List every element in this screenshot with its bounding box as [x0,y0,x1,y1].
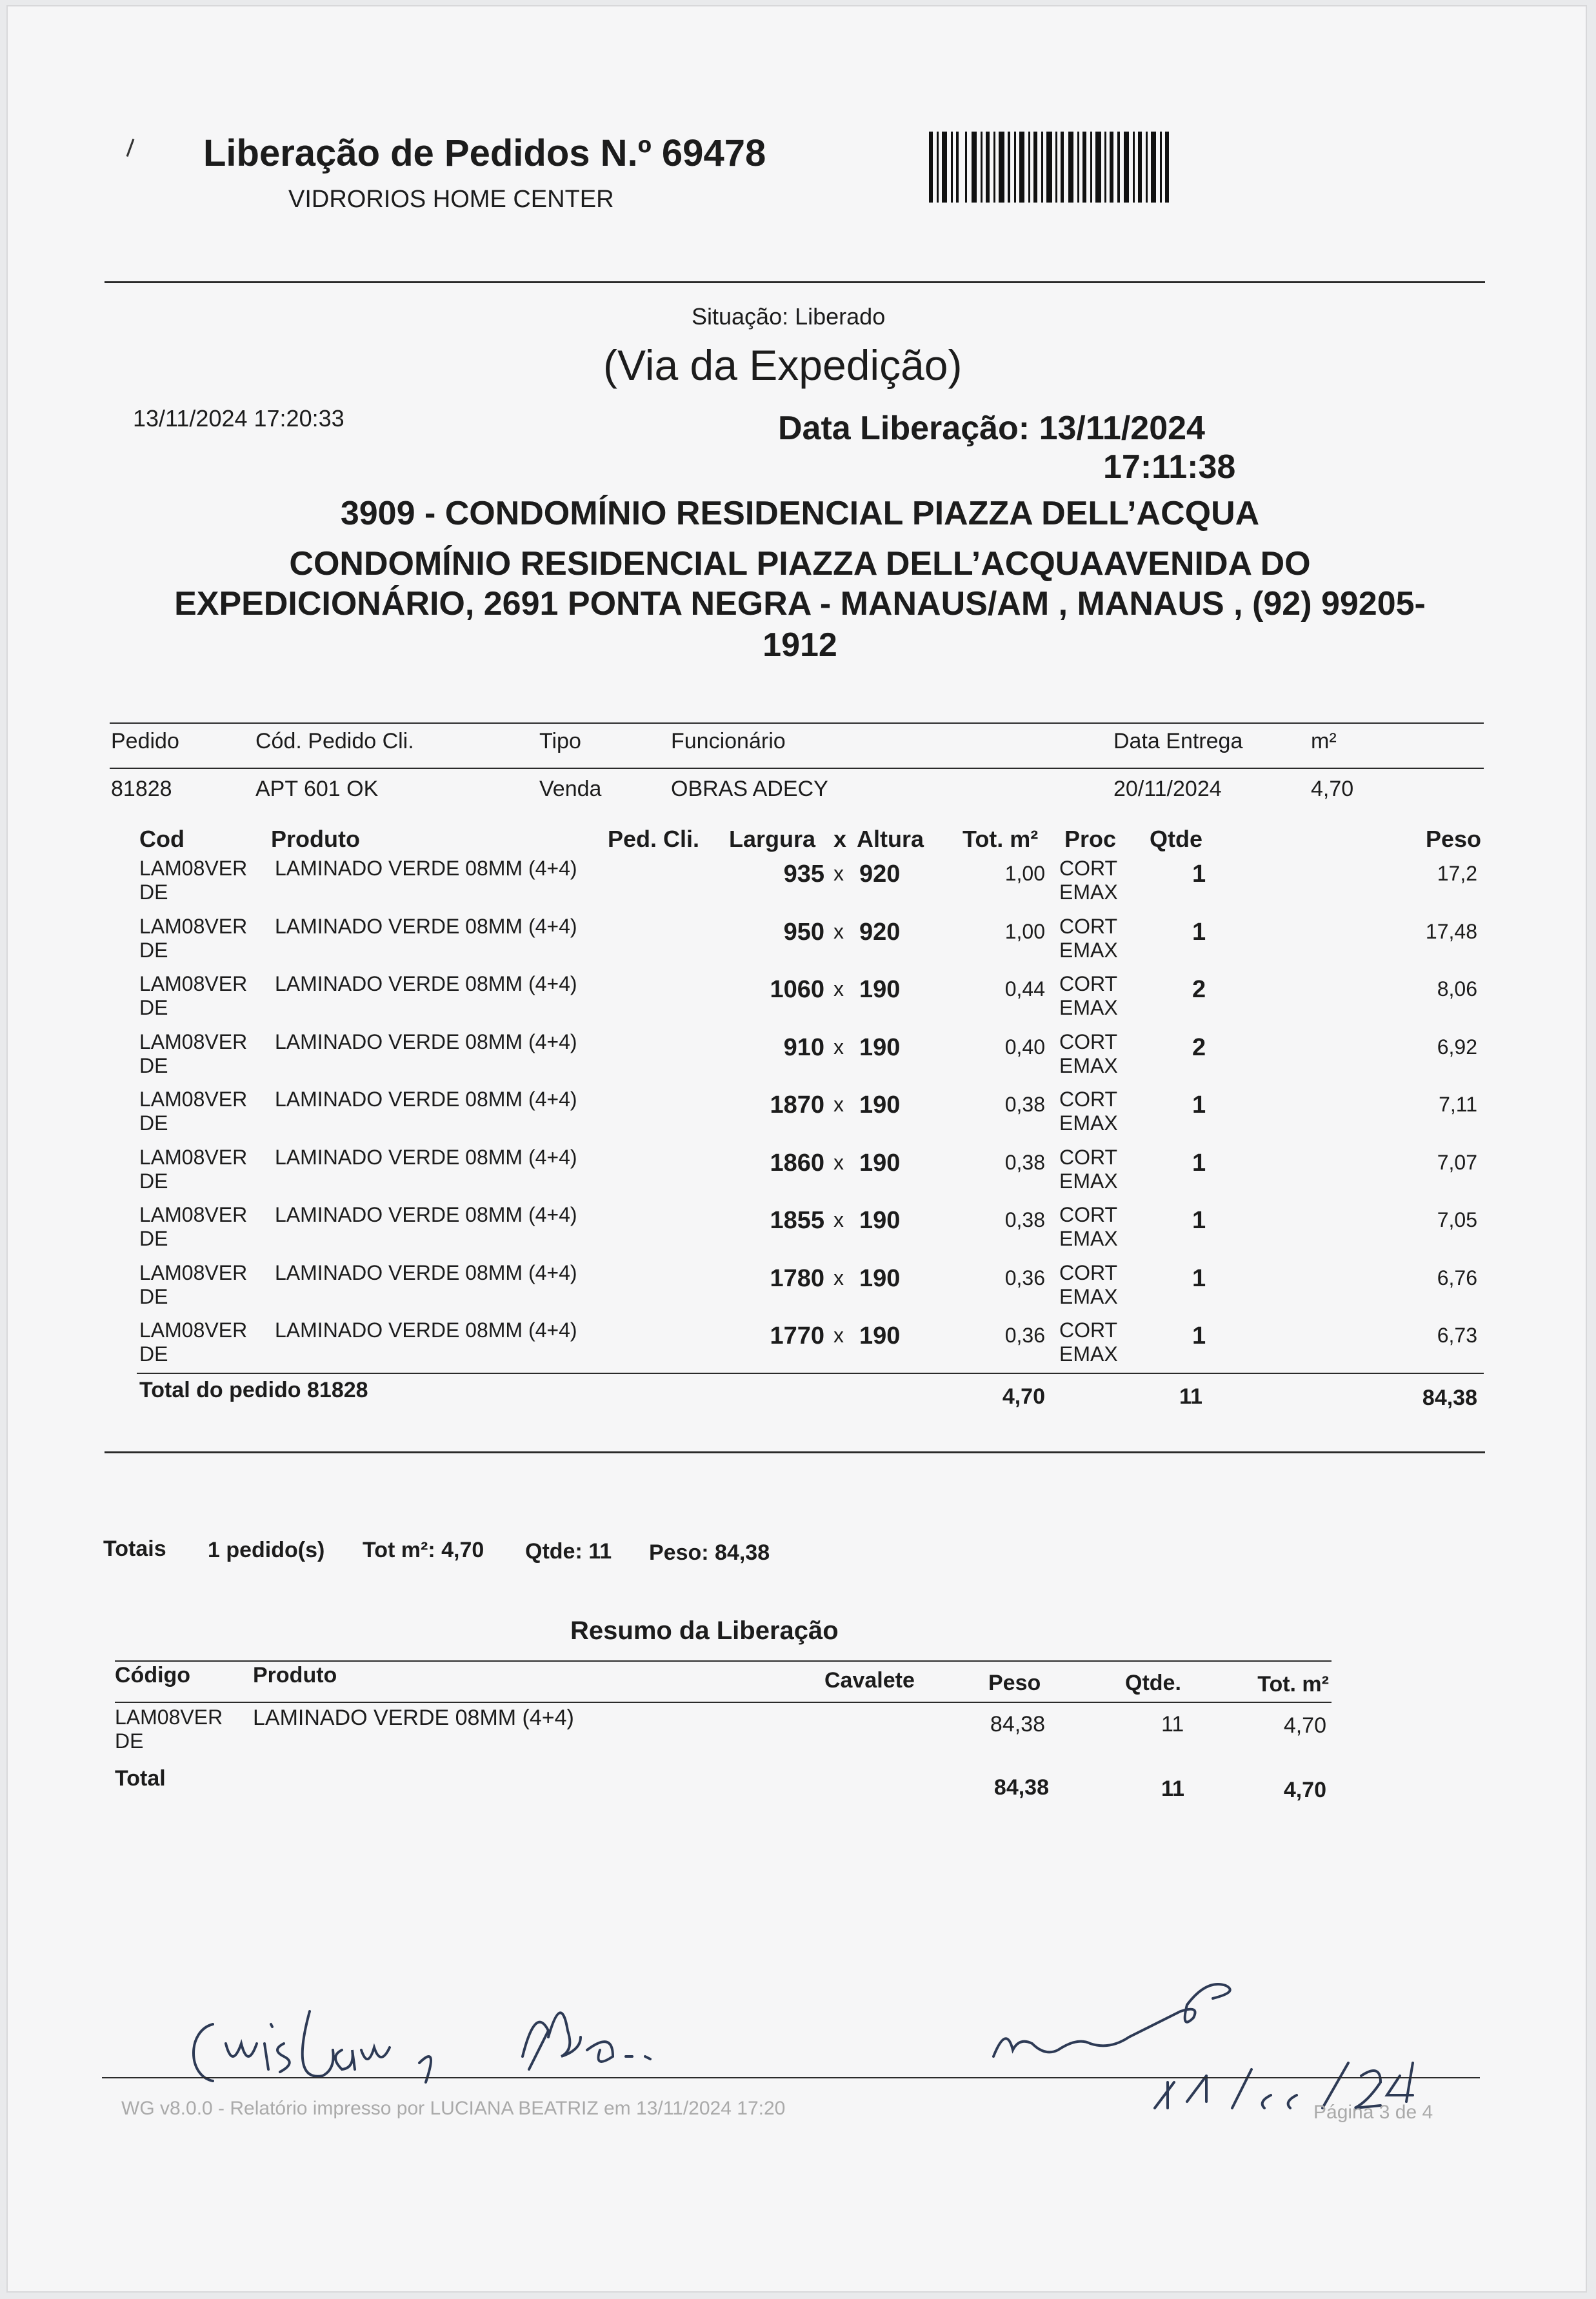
item-peso: 7,11 [1439,1093,1477,1116]
summary-code [115,1706,223,1753]
order-total-m2: 4,70 [1002,1384,1045,1409]
item-produto: LAMINADO VERDE 08MM (4+4) [275,1319,577,1342]
item-cod [139,1030,247,1078]
item-x: x [833,1093,844,1116]
item-produto: LAMINADO VERDE 08MM (4+4) [275,1203,577,1226]
summary-product: LAMINADO VERDE 08MM (4+4) [253,1706,574,1730]
item-qtde: 1 [1192,1091,1206,1119]
item-proc-line-2: EMAX [1059,881,1118,904]
totals-m2: Tot m²: 4,70 [363,1538,484,1562]
totals-label: Totais [103,1537,166,1561]
order-value-pedido: 81828 [111,777,172,801]
item-proc-line-2: EMAX [1059,938,1118,962]
item-qtde: 1 [1192,1149,1206,1177]
item-cod [139,972,247,1020]
divider [105,1451,1485,1453]
item-cod-line-1: LAM08VER [139,1203,248,1226]
item-produto: LAMINADO VERDE 08MM (4+4) [275,857,577,880]
item-tot: 0,38 [1004,1093,1045,1116]
totals-orders: 1 pedido(s) [208,1538,325,1562]
item-proc-line-2: EMAX [1059,996,1118,1019]
item-peso: 7,07 [1437,1150,1477,1174]
item-proc-line-2: EMAX [1059,1111,1118,1135]
item-tot: 1,00 [1004,919,1045,943]
item-cod-line-1: LAM08VER [139,914,248,938]
item-x: x [833,862,844,885]
footer-page-number: Página 3 de 4 [1313,2102,1433,2123]
item-x: x [833,1266,844,1289]
item-altura: 190 [859,1207,901,1234]
item-altura: 190 [859,976,901,1003]
summary-total-m2: 4,70 [1283,1778,1326,1802]
item-cod-line-1: LAM08VER [139,972,248,995]
item-cod-line-2: DE [139,1169,168,1193]
item-largura: 1770 [770,1322,824,1349]
item-altura: 190 [859,1149,901,1177]
item-cod-line-2: DE [139,1053,168,1077]
item-x: x [833,977,844,1000]
order-total-qtde: 11 [1179,1384,1202,1409]
client-line-1: 3909 - CONDOMÍNIO RESIDENCIAL PIAZZA DELL’ACQUA [340,495,1260,532]
order-header-cod: Cód. Pedido Cli. [255,729,414,753]
items-header-altura: Altura [857,826,924,852]
item-qtde: 2 [1192,976,1206,1003]
item-altura: 920 [859,918,901,946]
item-proc [1059,1030,1118,1078]
item-produto: LAMINADO VERDE 08MM (4+4) [275,1030,577,1053]
item-proc [1059,1203,1118,1251]
item-cod-line-1: LAM08VER [139,1319,248,1342]
item-cod-line-2: DE [139,1284,168,1308]
item-proc-line-1: CORT [1059,1203,1118,1226]
items-header-ped-cli: Ped. Cli. [608,826,700,852]
item-altura: 190 [859,1033,901,1061]
order-header-pedido: Pedido [111,729,179,753]
item-peso: 17,48 [1425,919,1477,943]
item-proc-line-2: EMAX [1059,1342,1118,1366]
summary-total-label: Total [115,1766,166,1791]
items-header-cod: Cod [139,826,185,852]
item-cod-line-2: DE [139,938,168,962]
items-header-proc: Proc [1064,826,1117,852]
company-name: VIDRORIOS HOME CENTER [288,186,614,213]
item-x: x [833,1035,844,1059]
order-value-cod: APT 601 OK [255,777,379,801]
item-proc-line-1: CORT [1059,1319,1118,1342]
divider [102,2077,1480,2078]
summary-header-qtde: Qtde. [1125,1671,1181,1695]
item-x: x [833,919,844,943]
item-tot: 0,38 [1004,1208,1045,1231]
items-header-qtde: Qtde [1150,826,1203,852]
item-cod-line-1: LAM08VER [139,1260,248,1284]
item-produto: LAMINADO VERDE 08MM (4+4) [275,1260,577,1284]
item-proc-line-1: CORT [1059,972,1118,995]
item-proc [1059,1146,1118,1193]
summary-header-cavalete: Cavalete [824,1668,915,1693]
item-altura: 190 [859,1264,901,1292]
item-altura: 190 [859,1322,901,1349]
item-proc-line-2: EMAX [1059,1284,1118,1308]
item-tot: 0,36 [1004,1266,1045,1289]
item-tot: 0,36 [1004,1324,1045,1347]
item-largura: 1060 [770,976,824,1003]
item-cod-line-1: LAM08VER [139,1145,248,1169]
item-proc-line-1: CORT [1059,1030,1118,1053]
summary-title: Resumo da Liberação [570,1617,839,1645]
release-date: Data Liberação: 13/11/2024 [778,410,1205,447]
item-altura: 920 [859,861,901,888]
item-cod-line-2: DE [139,996,168,1019]
totals-weight: Peso: 84,38 [649,1540,770,1565]
order-value-tipo: Venda [539,777,602,801]
items-header-peso: Peso [1425,826,1481,852]
summary-total-qtde: 11 [1161,1776,1184,1801]
item-cod-line-1: LAM08VER [139,1088,248,1111]
item-cod-line-2: DE [139,1227,168,1250]
item-peso: 8,06 [1437,977,1477,1000]
document-page [6,5,1587,2293]
item-cod-line-2: DE [139,1342,168,1366]
item-qtde: 2 [1192,1033,1206,1061]
item-x: x [833,1324,844,1347]
item-tot: 0,40 [1004,1035,1045,1059]
pen-mark: ⸝ [108,115,145,163]
item-qtde: 1 [1192,1207,1206,1234]
item-peso: 7,05 [1437,1208,1477,1231]
release-time: 17:11:38 [1103,448,1236,486]
item-proc-line-1: CORT [1059,857,1118,880]
items-header-largura: Largura [729,826,816,852]
item-cod [139,1319,247,1366]
order-header-tipo: Tipo [539,729,581,753]
divider [105,281,1485,283]
order-header-data: Data Entrega [1113,729,1243,753]
item-proc-line-1: CORT [1059,914,1118,938]
item-cod [139,1088,247,1135]
item-proc-line-1: CORT [1059,1088,1118,1111]
items-header-produto: Produto [271,826,360,852]
totals-qtde: Qtde: 11 [525,1539,612,1564]
divider [137,1373,1484,1374]
order-total-peso: 84,38 [1422,1386,1477,1410]
item-peso: 6,92 [1437,1035,1477,1059]
divider [110,768,1484,769]
item-tot: 1,00 [1004,862,1045,885]
handwritten-date [1155,2069,1157,2070]
item-cod-line-1: LAM08VER [139,1030,248,1053]
item-proc-line-1: CORT [1059,1260,1118,1284]
order-value-m2: 4,70 [1311,777,1354,801]
item-peso: 6,76 [1437,1266,1477,1289]
footer-printed-by: WG v8.0.0 - Relatório impresso por LUCIANA BEATRIZ em 13/11/2024 17:20 [121,2098,786,2119]
item-largura: 935 [783,861,824,888]
order-value-funcionario: OBRAS ADECY [671,777,828,801]
client-line-2: CONDOMÍNIO RESIDENCIAL PIAZZA DELL’ACQUAAVENIDA DO [289,545,1311,582]
client-line-4: 1912 [763,626,837,664]
item-proc [1059,1088,1118,1135]
summary-header-tot: Tot. m² [1257,1672,1329,1697]
printed-timestamp: 13/11/2024 17:20:33 [133,405,344,432]
item-x: x [833,1208,844,1231]
item-cod [139,857,247,904]
item-produto: LAMINADO VERDE 08MM (4+4) [275,1145,577,1169]
item-altura: 190 [859,1091,901,1119]
item-x: x [833,1150,844,1174]
summary-header-produto: Produto [253,1663,337,1687]
item-proc [1059,1319,1118,1366]
item-proc [1059,972,1118,1020]
item-proc-line-2: EMAX [1059,1227,1118,1250]
item-tot: 0,44 [1004,977,1045,1000]
item-largura: 910 [783,1033,824,1061]
handwritten-signature [161,1947,1503,2115]
item-qtde: 1 [1192,1322,1206,1349]
item-largura: 1780 [770,1264,824,1292]
copy-type-title: (Via da Expedição) [603,341,963,389]
item-tot: 0,38 [1004,1150,1045,1174]
summary-header-peso: Peso [988,1671,1041,1695]
item-largura: 1860 [770,1149,824,1177]
item-qtde: 1 [1192,1264,1206,1292]
order-header-funcionario: Funcionário [671,729,786,753]
summary-weight: 84,38 [990,1712,1045,1737]
summary-code-line-2: DE [115,1729,144,1753]
item-produto: LAMINADO VERDE 08MM (4+4) [275,914,577,938]
item-proc [1059,915,1118,962]
items-header-x: x [833,826,847,852]
summary-total-weight: 84,38 [993,1775,1049,1800]
item-peso: 17,2 [1437,862,1477,885]
client-line-3: EXPEDICIONÁRIO, 2691 PONTA NEGRA - MANAUS/AM , MANAUS , (92) 99205- [174,585,1426,622]
item-cod-line-2: DE [139,881,168,904]
item-cod-line-1: LAM08VER [139,857,248,880]
item-produto: LAMINADO VERDE 08MM (4+4) [275,1088,577,1111]
item-cod-line-2: DE [139,1111,168,1135]
item-qtde: 1 [1192,918,1206,946]
divider [110,722,1484,724]
item-largura: 1855 [770,1207,824,1234]
item-cod [139,1146,247,1193]
barcode-image [929,132,1169,203]
item-peso: 6,73 [1437,1324,1477,1347]
divider [115,1702,1332,1703]
item-cod [139,1203,247,1251]
summary-header-codigo: Código [115,1663,191,1687]
item-proc [1059,1261,1118,1309]
divider [115,1660,1332,1662]
summary-code-line-1: LAM08VER [115,1706,223,1729]
summary-qtde: 11 [1161,1712,1184,1737]
item-largura: 950 [783,918,824,946]
order-value-data: 20/11/2024 [1113,777,1222,801]
item-largura: 1870 [770,1091,824,1119]
order-header-m2: m² [1311,729,1337,753]
item-qtde: 1 [1192,861,1206,888]
item-proc-line-2: EMAX [1059,1053,1118,1077]
item-cod [139,1261,247,1309]
document-title: Liberação de Pedidos N.º 69478 [203,132,766,174]
item-produto: LAMINADO VERDE 08MM (4+4) [275,972,577,995]
item-cod [139,915,247,962]
status-text: Situação: Liberado [692,303,886,330]
order-total-label: Total do pedido 81828 [139,1378,368,1402]
items-header-tot-m2: Tot. m² [963,826,1039,852]
item-proc-line-1: CORT [1059,1145,1118,1169]
item-proc [1059,857,1118,904]
summary-m2: 4,70 [1283,1713,1326,1738]
item-proc-line-2: EMAX [1059,1169,1118,1193]
